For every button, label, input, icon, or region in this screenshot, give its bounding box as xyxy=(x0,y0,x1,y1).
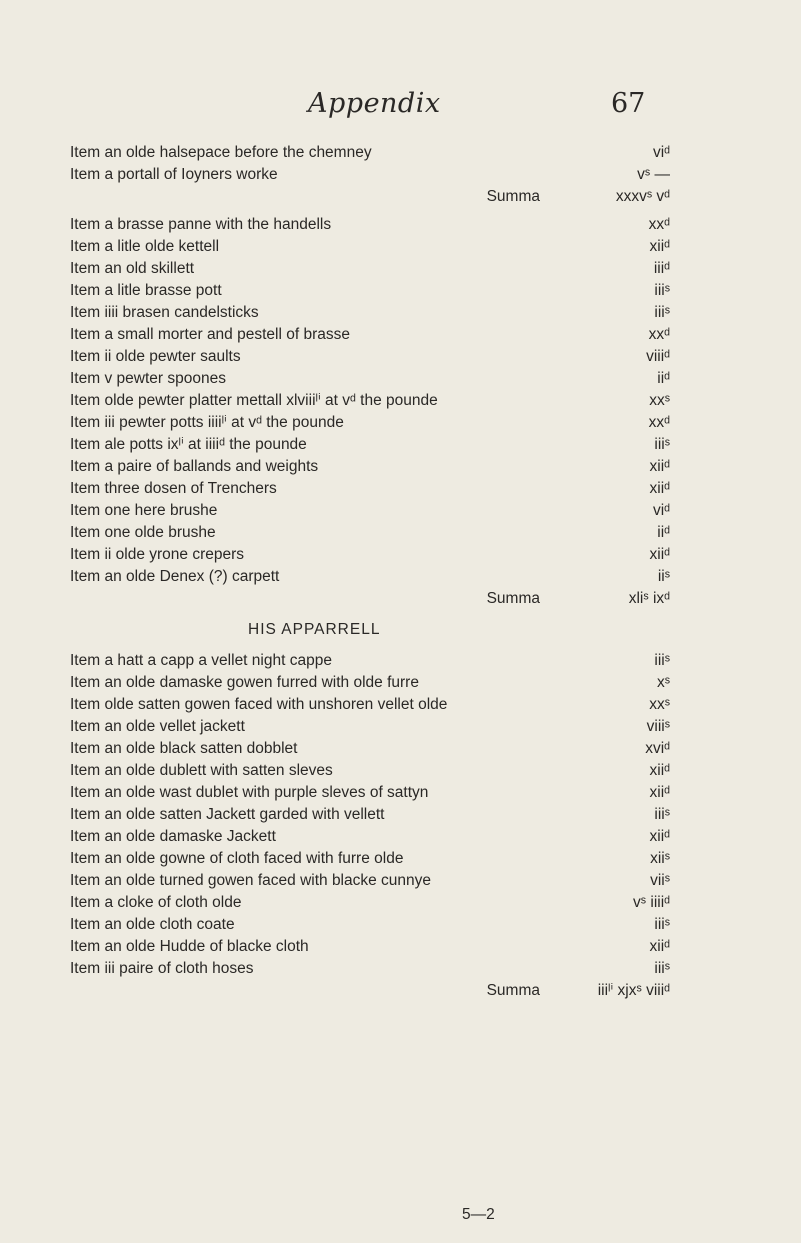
item-description: Item olde pewter platter mettall xlviiiˡⁱ at vᵈ the pounde xyxy=(70,392,438,409)
page-number: 67 xyxy=(611,88,646,119)
inventory-list xyxy=(70,142,670,1002)
list-item xyxy=(70,456,670,478)
list-item xyxy=(70,324,670,346)
running-title: Appendix xyxy=(308,88,441,119)
item-value: xxᵈ xyxy=(648,216,670,233)
list-item xyxy=(70,164,670,186)
list-item xyxy=(70,958,670,980)
item-value: iiiˢ xyxy=(654,282,670,299)
item-description: Item an old skillett xyxy=(70,260,195,277)
list-item xyxy=(70,390,670,412)
item-value: iiiˢ xyxy=(654,916,670,933)
item-value: iiˢ xyxy=(657,568,670,585)
item-value: xiiᵈ xyxy=(649,546,670,563)
item-description: Item a small morter and pestell of brasse xyxy=(70,326,350,343)
list-item xyxy=(70,650,670,672)
item-value: viᵈ xyxy=(652,144,670,161)
item-value: iiiˢ xyxy=(654,652,670,669)
list-item xyxy=(70,804,670,826)
list-item xyxy=(70,412,670,434)
item-description: Item an olde vellet jackett xyxy=(70,718,245,735)
list-item xyxy=(70,302,670,324)
item-description: Item ii olde yrone crepers xyxy=(70,546,245,563)
list-item xyxy=(70,760,670,782)
item-value: xiiᵈ xyxy=(649,828,670,845)
item-value: viiiᵈ xyxy=(646,348,670,365)
item-description: Item a portall of Ioyners worke xyxy=(70,166,278,183)
item-description: Item a brasse panne with the handells xyxy=(70,216,332,233)
summa-label: Summa xyxy=(486,188,540,205)
summa-value: iiiˡⁱ xjxˢ viiiᵈ xyxy=(597,982,670,999)
item-value: viᵈ xyxy=(652,502,670,519)
list-item xyxy=(70,236,670,258)
item-value: xiiᵈ xyxy=(649,480,670,497)
list-item xyxy=(70,892,670,914)
list-item xyxy=(70,280,670,302)
item-value: xxˢ xyxy=(649,696,670,713)
group-apparrell xyxy=(70,650,670,1002)
item-description: Item iiii brasen candelsticks xyxy=(70,304,259,321)
item-description: Item a hatt a capp a vellet night cappe xyxy=(70,652,332,669)
summa-row xyxy=(70,588,670,610)
item-description: Item an olde dublett with satten sleves xyxy=(70,762,333,779)
signature-mark: 5—2 xyxy=(462,1206,495,1223)
list-item xyxy=(70,848,670,870)
list-item xyxy=(70,478,670,500)
item-value: iiiˢ xyxy=(654,806,670,823)
item-description: Item a paire of ballands and weights xyxy=(70,458,319,475)
list-item xyxy=(70,258,670,280)
list-item xyxy=(70,544,670,566)
item-description: Item v pewter spoones xyxy=(70,370,226,387)
item-value: viiˢ xyxy=(650,872,670,889)
item-description: Item an olde black satten dobblet xyxy=(70,740,298,757)
item-value: viiiˢ xyxy=(646,718,670,735)
item-description: Item iii paire of cloth hoses xyxy=(70,960,254,977)
list-item xyxy=(70,914,670,936)
item-value: iiiˢ xyxy=(654,960,670,977)
item-value: xxˢ xyxy=(649,392,670,409)
item-value: vˢ — xyxy=(637,166,670,183)
list-item xyxy=(70,716,670,738)
list-item xyxy=(70,826,670,848)
item-description: Item an olde Hudde of blacke cloth xyxy=(70,938,309,955)
item-value: iiiˢ xyxy=(654,304,670,321)
summa-row xyxy=(70,980,670,1002)
item-description: Item an olde turned gowen faced with blacke cunnye xyxy=(70,872,432,889)
list-item xyxy=(70,782,670,804)
item-value: xviᵈ xyxy=(645,740,670,757)
list-item xyxy=(70,936,670,958)
item-value: xiiᵈ xyxy=(649,762,670,779)
list-item xyxy=(70,672,670,694)
item-description: Item olde satten gowen faced with unshoren vellet olde xyxy=(70,696,448,713)
item-description: Item an olde satten Jackett garded with vellett xyxy=(70,806,385,823)
item-description: Item a litle brasse pott xyxy=(70,282,222,299)
item-description: Item ii olde pewter saults xyxy=(70,348,241,365)
list-item xyxy=(70,434,670,456)
summa-value: xxxvˢ vᵈ xyxy=(615,188,670,205)
list-item xyxy=(70,522,670,544)
list-item xyxy=(70,870,670,892)
item-value: iiᵈ xyxy=(657,524,670,541)
summa-label: Summa xyxy=(486,590,540,607)
list-item xyxy=(70,214,670,236)
item-value: xiiᵈ xyxy=(649,458,670,475)
item-description: Item an olde gowne of cloth faced with furre olde xyxy=(70,850,404,867)
item-value: xiiᵈ xyxy=(649,938,670,955)
group-1 xyxy=(70,142,670,208)
summa-row xyxy=(70,186,670,208)
item-value: iiiˢ xyxy=(654,436,670,453)
item-value: xxᵈ xyxy=(648,326,670,343)
summa-label: Summa xyxy=(486,982,540,999)
item-value: xˢ xyxy=(656,674,670,691)
page-header xyxy=(0,88,801,128)
list-item xyxy=(70,142,670,164)
item-value: xiiᵈ xyxy=(649,238,670,255)
list-item xyxy=(70,694,670,716)
list-item xyxy=(70,566,670,588)
item-description: Item an olde Denex (?) carpett xyxy=(70,568,280,585)
list-item xyxy=(70,368,670,390)
item-description: Item a litle olde kettell xyxy=(70,238,220,255)
item-description: Item three dosen of Trenchers xyxy=(70,480,277,497)
item-description: Item iii pewter potts iiiiˡⁱ at vᵈ the pounde xyxy=(70,414,344,431)
group-2 xyxy=(70,214,670,610)
item-value: xxᵈ xyxy=(648,414,670,431)
item-value: iiiᵈ xyxy=(653,260,670,277)
item-description: Item an olde damaske gowen furred with olde furre xyxy=(70,674,419,691)
item-value: iiᵈ xyxy=(657,370,670,387)
item-description: Item an olde damaske Jackett xyxy=(70,828,276,845)
item-description: Item one here brushe xyxy=(70,502,218,519)
list-item xyxy=(70,500,670,522)
item-description: Item one olde brushe xyxy=(70,524,216,541)
item-description: Item an olde wast dublet with purple sleves of sattyn xyxy=(70,784,429,801)
section-heading: HIS APPARRELL xyxy=(248,621,381,638)
item-value: xiiᵈ xyxy=(649,784,670,801)
list-item xyxy=(70,346,670,368)
summa-value: xliˢ ixᵈ xyxy=(628,590,670,607)
item-value: vˢ iiiiᵈ xyxy=(633,894,670,911)
list-item xyxy=(70,738,670,760)
item-description: Item an olde halsepace before the chemney xyxy=(70,144,372,161)
item-description: Item a cloke of cloth olde xyxy=(70,894,242,911)
item-description: Item an olde cloth coate xyxy=(70,916,235,933)
item-description: Item ale potts ixˡⁱ at iiiiᵈ the pounde xyxy=(70,436,307,453)
item-value: xiiˢ xyxy=(650,850,670,867)
